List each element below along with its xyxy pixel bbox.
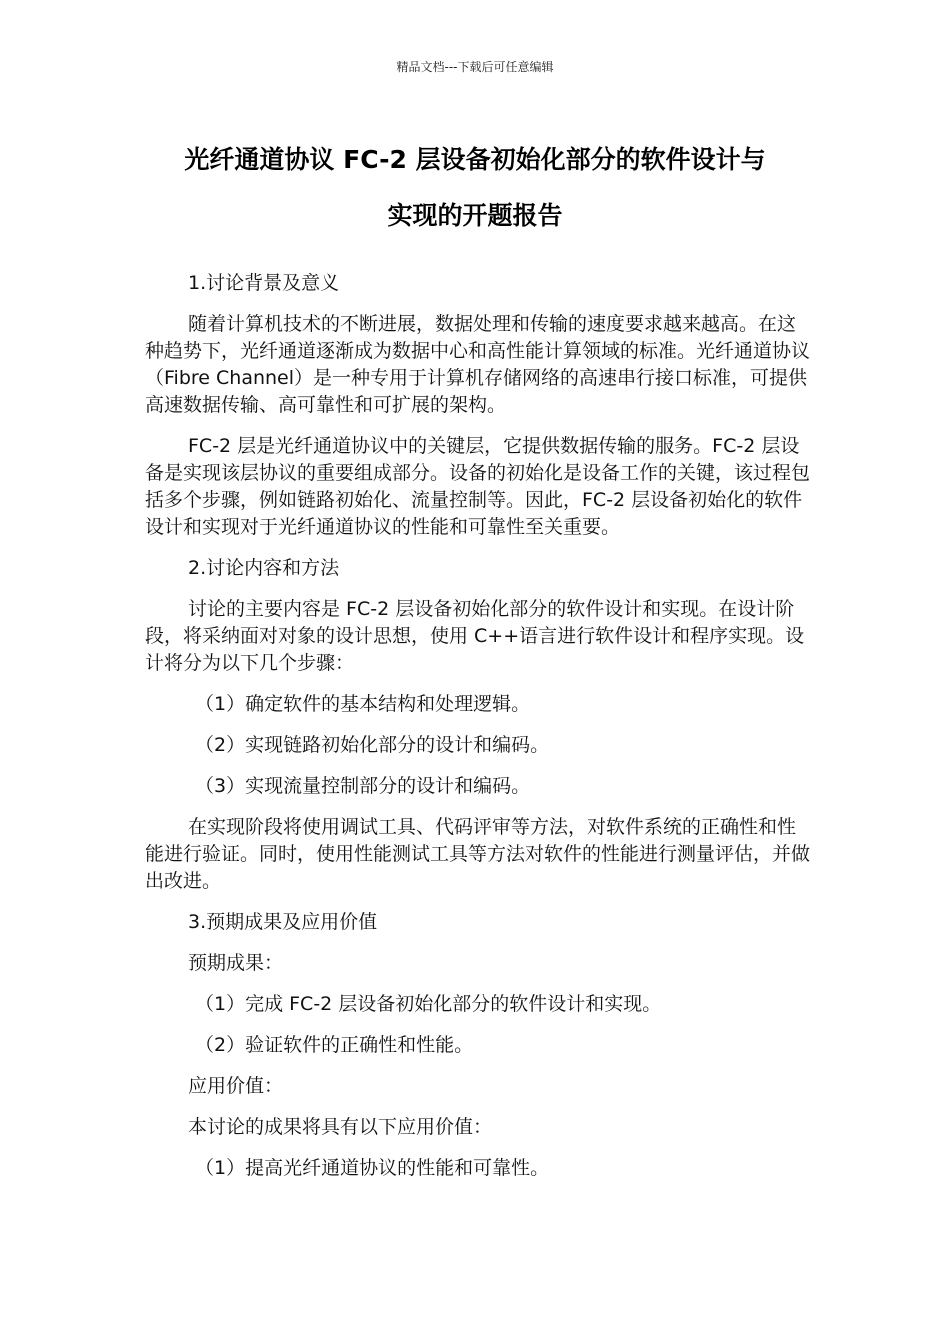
section-heading-background: 1.讨论背景及意义 (188, 272, 340, 294)
body-paragraph: 本讨论的成果将具有以下应用价值： (188, 1116, 493, 1138)
body-paragraph: FC-2 层是光纤通道协议中的关键层，它提供数据传输的服务。FC-2 层设备是实现该层协议的重要组成部分。设备的初始化是设备工作的关键，该过程包括多个步骤，例如链路初始化、流量控制等。因此，FC-2 层设备初始化的软件设计和实现对于光纤通道协议的性能和可靠性至关重要。 (145, 435, 811, 538)
subheading-application-value: 应用价值： (188, 1075, 284, 1097)
list-item: （3）实现流量控制部分的设计和编码。 (195, 775, 531, 797)
list-item: （1）提高光纤通道协议的性能和可靠性。 (195, 1157, 550, 1179)
list-item: （1）完成 FC-2 层设备初始化部分的软件设计和实现。 (195, 993, 662, 1015)
document-body (145, 270, 810, 1196)
subheading-expected-results: 预期成果： (188, 952, 284, 974)
body-paragraph: 随着计算机技术的不断进展，数据处理和传输的速度要求越来越高。在这种趋势下，光纤通道逐渐成为数据中心和高性能计算领域的标准。光纤通道协议（Fibre Channel）是一种专用于计算机存储网络的高速串行接口标准，可提供高速数据传输、高可靠性和可扩展的架构。 (145, 313, 811, 416)
list-item: （2）实现链路初始化部分的设计和编码。 (195, 734, 550, 756)
document-title-line-1: 光纤通道协议 FC-2 层设备初始化部分的软件设计与 (184, 145, 766, 174)
list-item: （1）确定软件的基本结构和处理逻辑。 (195, 693, 531, 715)
body-paragraph: 讨论的主要内容是 FC-2 层设备初始化部分的软件设计和实现。在设计阶段，将采纳面对对象的设计思想，使用 C++语言进行软件设计和程序实现。设计将分为以下几个步骤： (145, 598, 805, 674)
section-heading-content-method: 2.讨论内容和方法 (188, 557, 340, 579)
body-paragraph: 在实现阶段将使用调试工具、代码评审等方法，对软件系统的正确性和性能进行验证。同时，使用性能测试工具等方法对软件的性能进行测量评估，并做出改进。 (145, 816, 811, 892)
header-note: 精品文档---下载后可任意编辑 (396, 60, 554, 74)
section-heading-results: 3.预期成果及应用价值 (188, 911, 378, 933)
document-title-line-2: 实现的开题报告 (387, 201, 563, 230)
list-item: （2）验证软件的正确性和性能。 (195, 1034, 474, 1056)
